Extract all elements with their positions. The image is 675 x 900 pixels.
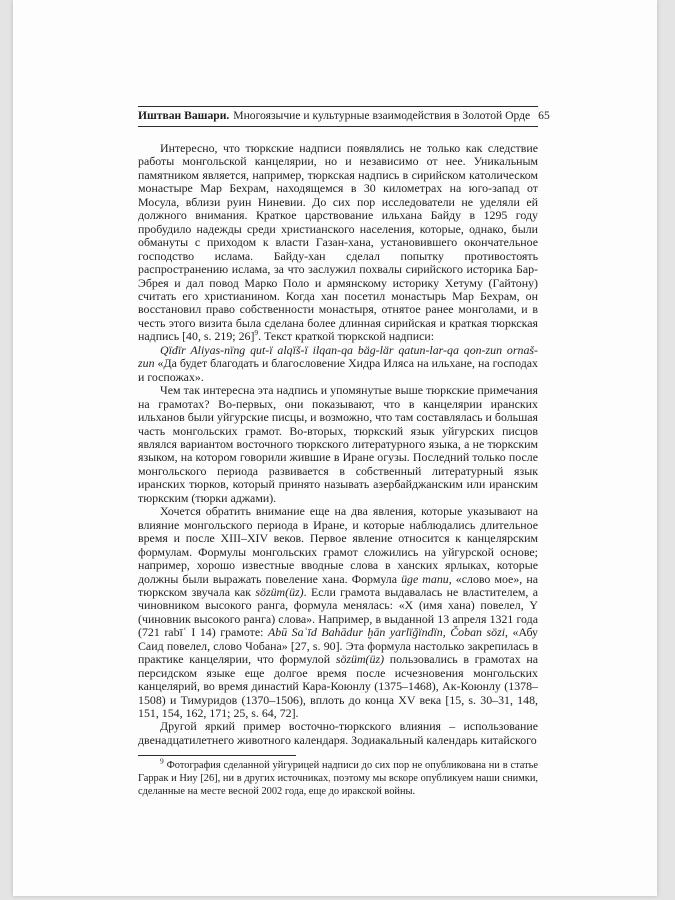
text-run: sözüm(üz): [335, 652, 385, 667]
text-run: ,: [328, 773, 331, 785]
paragraph: [138, 344, 538, 384]
text-run: . Если грамота выдавалась не властителем, а чиновником высокого ранга, формула менялась: «X (имя хана) повелел, Y (чиновник высокого ранга) слова». Например, в выданной 13 апреля 1321 года (721 rabīʿ I 14) грамоте:: [138, 584, 538, 640]
text-run: «Да будет благодать и благословение Хидра Иляса на ильхане, на господах и госпожах».: [138, 356, 538, 384]
running-head: [138, 106, 550, 127]
text-run: üge manu: [401, 571, 449, 586]
scanned-page: [13, 0, 657, 896]
text-block: [138, 0, 550, 799]
paragraph: [138, 505, 538, 720]
text-run: Abū Saʿīd Bahādur ḫān yarlïğïndïn, Čoban sözi: [267, 625, 506, 640]
text-run: поэтому мы вскоре опубликуем наши снимки, сделанные на месте весной 2002 года, еще до иракской войны.: [138, 773, 538, 798]
text-run: , «слово мое», на тюркском звучала как: [138, 571, 538, 599]
text-run: . Текст краткой тюркской надписи:: [258, 329, 435, 344]
footnote-text: [138, 756, 538, 799]
text-run: Фотография сделанной уйгурицей надписи до сих пор не опубликована ни в статье Гаррак и Ниу [26], ни в других источниках: [138, 760, 538, 785]
body-text: [138, 142, 538, 747]
text-run: Другой яркий пример восточно-тюркского влияния – использование двенадцатилетнего животного календаря. Зодиакальный календарь китайского: [138, 719, 538, 747]
paragraph: [138, 142, 538, 344]
text-run: Интересно, что тюркские надписи появлялись не только как следствие работы монгольской канцелярии, но и независимо от нее. Уникальным памятником является, например, тюркская надпись в сирийском католическом монастыре Мар Бехрам, находящемся в 30 километрах на юго-запад от Мосула, вблизи руин Ниневии. До сих пор исследователи не уделяли ей должного внимания. Краткое царствование ильхана Байду в 1295 году пробудило надежды среди христианского населения, которые, однако, были обмануты с приходом к власти Газан-хана, установившего окончательное господство ислама. Байду-хан сделал попытку противостоять распространению ислама, за что заслужил похвалы сирийского историка Бар-Эбрея и дал повод Марко Поло и армянскому историку Хетуму (Гайтону) считать его христианином. Когда хан посетил монастырь Мар Бехрам, он восстановил право собственности монастыря, отнятое ранее монголами, и в честь этого визита была сделана более длинная сирийская и краткая тюркская надпись [40, s. 219; 26]: [138, 141, 538, 344]
text-run: Хочется обратить внимание еще на два явления, которые указывают на влияние монгольского периода в Иране, и которые наблюдались длительное время и после XIII–XIV веков. Первое явление относится к канцелярским формулам. Формулы монгольских грамот сложились на уйгурской основе; например, хорошо известные вводные слова в ханских ярлыках, которые должны были выражать повеление хана. Формула: [138, 504, 538, 586]
text-run: , «Абу Саид повелел, слово Чобана» [27, s. 90]. Эта формула настолько закрепилась в практике канцелярии, что формулой: [138, 625, 539, 667]
page-number: 65: [538, 109, 550, 122]
header-title: Многоязычие и культурные взаимодействия в Золотой Орде: [233, 109, 531, 122]
paragraph: [138, 720, 538, 747]
header-author: Иштван Вашари.: [138, 109, 230, 122]
footnote-reference: 9: [254, 328, 259, 338]
footnote-reference: 9: [160, 756, 164, 766]
text-run: пользовались в грамотах на персидском языке еще долгое время после исчезновения монгольских канцелярий, во время династий Кара-Коюнлу (1375–1468), Ак-Коюнлу (1378–1508) и Тимуридов (1370–1506), вплоть до конца XV века [15, s. 30–31, 148, 151, 154, 162, 171; 25, s. 64, 72].: [138, 652, 538, 721]
text-run: sözüm(üz): [255, 584, 304, 599]
text-run: Чем так интересна эта надпись и упомянутые выше тюркские примечания на грамотах? Во-первых, они показывают, что в канцелярии иранских ильханов были уйгурские писцы, и возможно, что там составлялась и большая часть монгольских грамот. Во-вторых, тюркский язык уйгурских писцов являлся вариантом восточного тюркского литературного языка, а не тюркским языком, на котором говорили жившие в Иране огузы. Последний только после монгольского периода развивается в собственный литературный язык иранских тюрков, который принято называть азербайджанским или иранским тюркским (тюрки аджами).: [138, 383, 538, 505]
text-run: Qïdïr Aliyas-nïng qut-ï alqïš-ï ilqan-qa bäg-lär qatun-lar-qa qon-zun ornaš-zun: [138, 342, 538, 371]
paragraph: [138, 384, 538, 505]
